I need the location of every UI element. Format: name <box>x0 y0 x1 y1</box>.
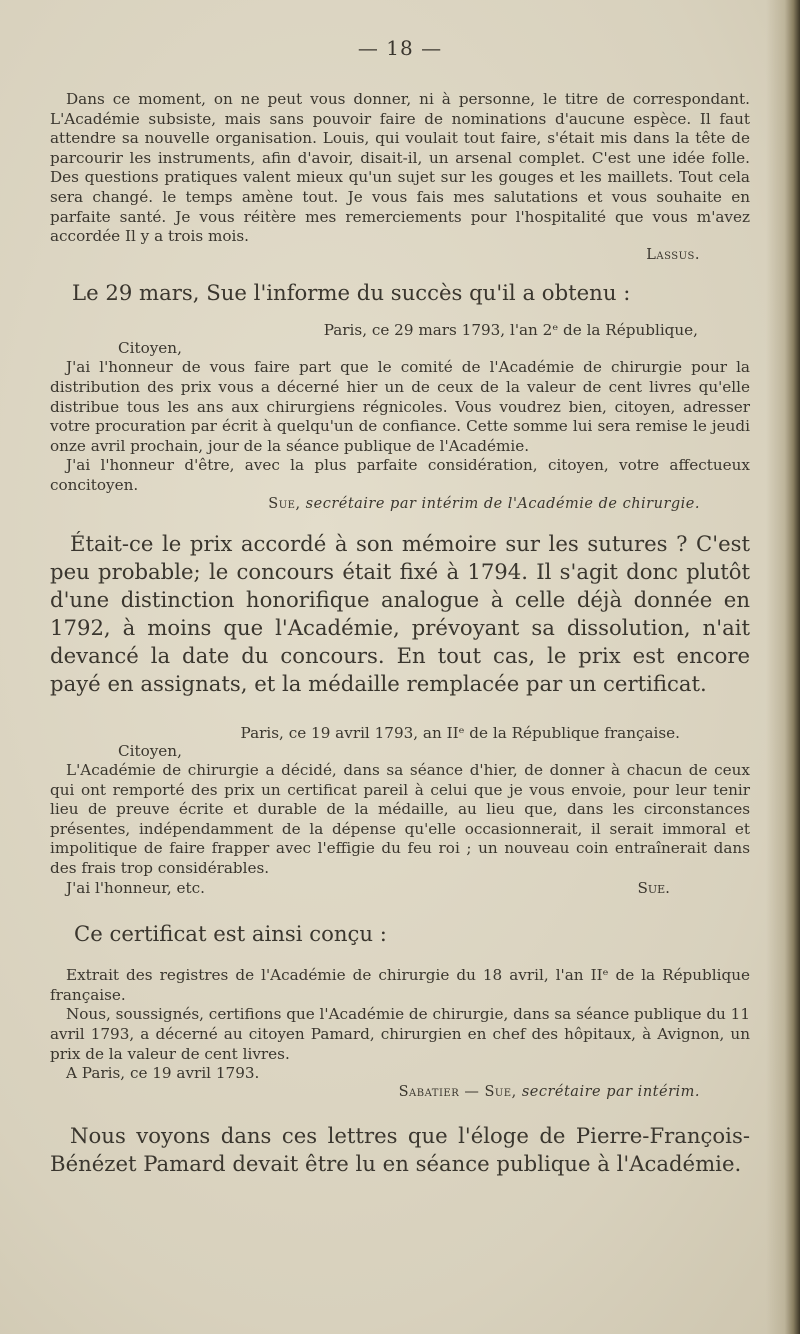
commentary-paragraph: Était-ce le prix accordé à son mémoire sur les sutures ? C'est peu probable; le concours était fixé à 1794. Il s'agit donc plutôt d'une distinction honorifique analogue à celle déjà donnée en 1792, à moins que l'Académie, prévoyant sa dissolution, n'ait devancé la date du concours. En tout cas, le prix est encore payé en assignats, et la médaille remplacée par un certificat. <box>50 530 750 696</box>
certificate-signatories: Sabatier — Sue, <box>398 1083 517 1100</box>
letter-lassus-paragraph: Dans ce moment, on ne peut vous donner, ni à personne, le titre de correspondant. L'Académie subsiste, mais sans pouvoir faire de nominations d'aucune espèce. Il faut attendre sa nouvelle organisation. Louis, qui voulait tout faire, s'était mis dans la tête de parcourir les instruments, afin d'avoir, disait-il, un arsenal complet. C'est une idée folle. Des questions pratiques valent mieux qu'un sujet sur les gouges et les maillets. Tout cela sera changé. le temps amène tout. Je vous fais mes salutations et vous souhaite en parfaite santé. Je vous réitère mes remerciements pour l'hospitalité que vous m'avez accordée Il y a trois mois. <box>50 90 750 246</box>
letter-sue-salutation: Citoyen, <box>118 338 182 357</box>
heading-sue-success: Le 29 mars, Sue l'informe du succès qu'il a obtenu : <box>72 279 631 305</box>
letter-sue-paragraph-2: J'ai l'honneur d'être, avec la plus parfaite considération, citoyen, votre affectueux concitoyen. <box>50 456 750 494</box>
letter-sue-dateline: Paris, ce 29 mars 1793, l'an 2ᵉ de la République, <box>323 320 698 339</box>
page-content <box>50 36 750 1178</box>
letter-sue-2-closing-row <box>50 879 750 899</box>
certificate-paragraph-2: Nous, soussignés, certifions que l'Académie de chirurgie, dans sa séance publique du 11 avril 1793, a décerné au citoyen Pamard, chirurgien en chef des hôpitaux, à Avignon, un prix de la valeur de cent livres. <box>50 1005 750 1063</box>
heading-certificate: Ce certificat est ainsi conçu : <box>74 921 387 947</box>
letter-sue-signature-name: Sue, <box>268 495 301 512</box>
certificate-place-date: A Paris, ce 19 avril 1793. <box>66 1064 260 1083</box>
letter-sue-2-salutation: Citoyen, <box>118 741 182 760</box>
certificate-paragraph-1: Extrait des registres de l'Académie de chirurgie du 18 avril, l'an IIᵉ de la République française. <box>50 966 750 1004</box>
certificate-signatory-title: secrétaire par intérim. <box>521 1083 700 1100</box>
page-binding-edge <box>766 0 800 1334</box>
letter-sue-signature <box>50 496 750 512</box>
letter-sue-paragraph-1: J'ai l'honneur de vous faire part que le comité de l'Académie de chirurgie pour la distribution des prix vous a décerné hier un de ceux de la valeur de cent livres qu'elle distribue tous les ans aux chirurgiens régnicoles. Vous voudrez bien, citoyen, adresser votre procuration par écrit à quelqu'un de confiance. Cette somme lui sera remise le jeudi onze avril prochain, jour de la séance publique de l'Académie. <box>50 358 750 455</box>
letter-sue-signature-title: secrétaire par intérim de l'Académie de chirurgie. <box>305 495 700 512</box>
letter-sue-2-dateline: Paris, ce 19 avril 1793, an IIᵉ de la République française. <box>240 723 680 742</box>
letter-sue-2-closing: J'ai l'honneur, etc. <box>66 878 205 897</box>
conclusion-paragraph: Nous voyons dans ces lettres que l'éloge de Pierre-François-Bénézet Pamard devait être lu en séance publique à l'Académie. <box>50 1122 750 1176</box>
page-number: — 18 — <box>357 36 443 60</box>
letter-sue-2-signature: Sue. <box>637 878 670 897</box>
certificate-signature <box>50 1084 750 1100</box>
letter-lassus-signature: Lassus. <box>646 246 700 263</box>
letter-sue-2-paragraph: L'Académie de chirurgie a décidé, dans sa séance d'hier, de donner à chacun de ceux qui ont remporté des prix un certificat pareil à celui que je vous envoie, pour leur tenir lieu de preuve écrite et durable de la médaille, au lieu que, dans les circonstances présentes, indépendamment de la dépense qu'elle occasionnerait, il serait immoral et impolitique de faire frapper avec l'effigie du feu roi ; un nouveau coin entraînerait dans des frais trop considérables. <box>50 761 750 878</box>
